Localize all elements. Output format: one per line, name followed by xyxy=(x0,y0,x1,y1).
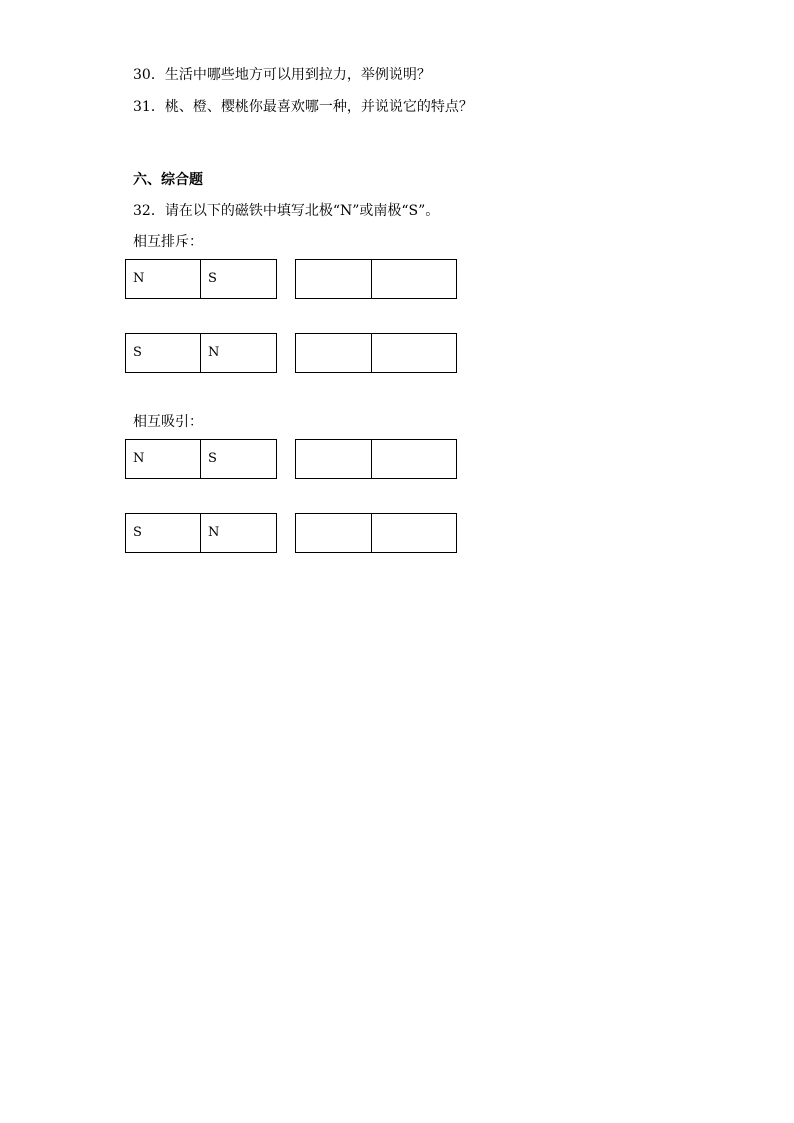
question-30: 30．生活中哪些地方可以用到拉力，举例说明？ xyxy=(133,67,431,83)
section-heading: 六、综合题 xyxy=(133,172,203,188)
answer-pole-right[interactable] xyxy=(372,260,456,298)
group-label-repel: 相互排斥： xyxy=(133,234,203,250)
question-31: 31．桃、橙、樱桃你最喜欢哪一种，并说说它的特点？ xyxy=(133,99,473,115)
magnet-pole-left: S xyxy=(126,514,201,552)
given-magnet xyxy=(125,513,277,553)
given-magnet xyxy=(125,439,277,479)
answer-pole-left[interactable] xyxy=(296,514,372,552)
answer-pole-left[interactable] xyxy=(296,334,372,372)
magnet-pole-left: S xyxy=(126,334,201,372)
answer-magnet xyxy=(295,513,457,553)
given-magnet xyxy=(125,259,277,299)
magnet-pole-right: N xyxy=(208,525,220,540)
answer-magnet xyxy=(295,333,457,373)
magnet-pole-right: N xyxy=(208,345,220,360)
magnet-pole-right: S xyxy=(208,271,217,286)
magnet-pole-right: S xyxy=(208,451,217,466)
answer-magnet xyxy=(295,259,457,299)
magnet-pole-left: N xyxy=(126,260,201,298)
answer-pole-right[interactable] xyxy=(372,334,456,372)
answer-magnet xyxy=(295,439,457,479)
given-magnet xyxy=(125,333,277,373)
question-32: 32．请在以下的磁铁中填写北极“N”或南极“S”。 xyxy=(133,203,440,219)
magnet-pole-left: N xyxy=(126,440,201,478)
answer-pole-right[interactable] xyxy=(372,514,456,552)
group-label-attract: 相互吸引： xyxy=(133,414,203,430)
answer-pole-left[interactable] xyxy=(296,260,372,298)
answer-pole-left[interactable] xyxy=(296,440,372,478)
answer-pole-right[interactable] xyxy=(372,440,456,478)
